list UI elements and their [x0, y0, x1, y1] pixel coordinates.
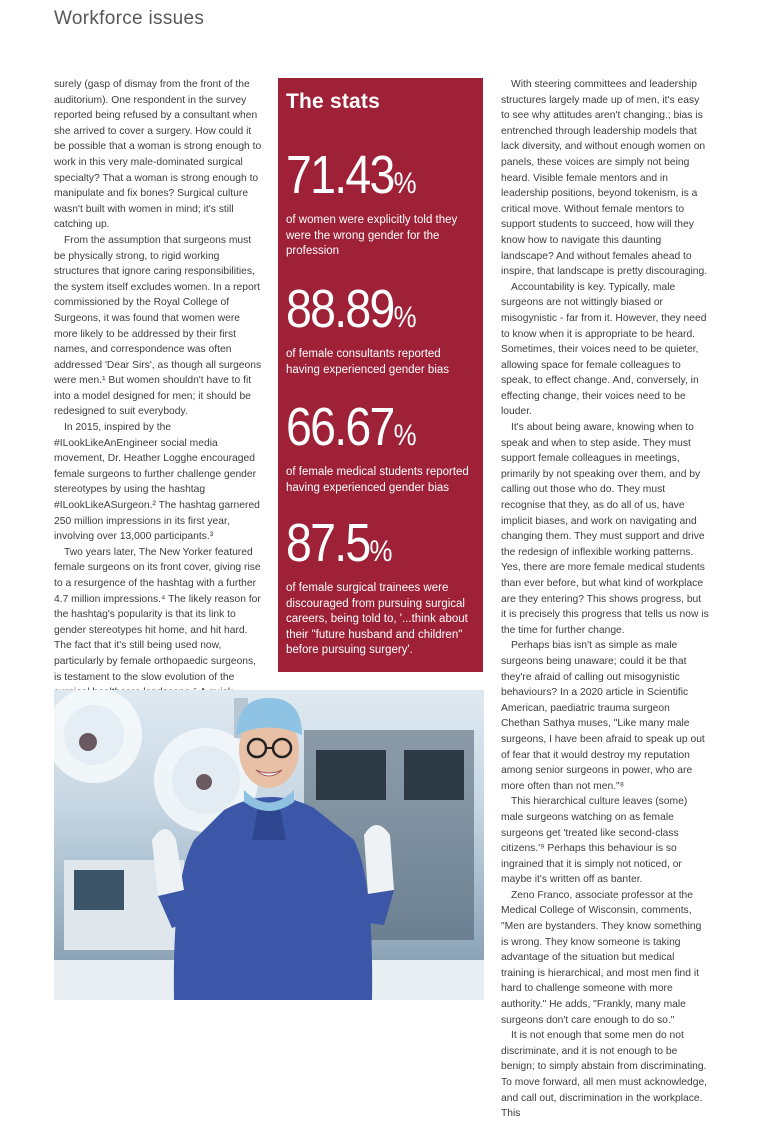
stats-title: The stats [286, 90, 380, 113]
stat-item [286, 145, 476, 260]
stat-item [286, 513, 476, 659]
stat-item [286, 279, 476, 378]
surgeon-photo [54, 690, 484, 1000]
stat-description: of female medical students reported having experienced gender bias [286, 466, 469, 494]
paragraph: Accountability is key. Typically, male surgeons are not wittingly biased or misogynistic - far from it. However, they need to know when it is appropriate to be heard. Sometimes, their voices need to be quieter, allowing space for female colleagues to speak, to effect change. And, conversely, in effecting change, their voices need to be louder. [501, 281, 707, 418]
paragraph: It is not enough that some men do not discriminate, and it is not enough to be benign; to simply abstain from discriminating. To move forward, all men must acknowledge, and call out, discrimination in the workplace. This [501, 1030, 708, 1120]
paragraph: surely (gasp of dismay from the front of the auditorium). One respondent in the survey reported being refused by a consultant when she arrived to cover a surgery. How could it be possible that a woman is strong enough to work in this very male-dominated surgical specialty? That a woman is strong enough to manipulate and fix bones? Surgical culture wasn't built with women in mind; it's still catching up. [54, 79, 262, 231]
paragraph: Zeno Franco, associate professor at the Medical College of Wisconsin, comments, "Men are bystanders. They know something is wrong. They know someone is taking advantage of the situation but medical training is hierarchical, and most men find it hard to challenge someone with more authority." He adds, "Frankly, many male surgeons don't care enough to do so." [501, 889, 702, 1026]
paragraph: With steering committees and leadership structures largely made up of men, it's easy to see why attitudes aren't changing.; bias is entrenched through leadership models that lack diversity, and without enough women on panels, these voices are simply not being heard. Visible female mentors and in leadership positions, beyond tokenism, is a critical move. Without female mentors to support students to succeed, how will they know how to navigate this daunting landscape? And without females ahead to inspire, that landscape is pretty discouraging. [501, 79, 708, 278]
paragraph: In 2015, inspired by the #ILookLikeAnEngineer social media movement, Dr. Heather Logghe encouraged female surgeons to further challenge gender stereotypes by using the hashtag #ILookLikeASurgeon.² The hashtag garnered 250 million impressions in its first year, involving over 13,000 participants.³ [54, 422, 260, 543]
stat-number: 71.43% [286, 145, 417, 205]
paragraph: Perhaps bias isn't as simple as male surgeons being unaware; could it be that they're afraid of calling out misogynistic behaviours? In a 2020 article in Scientific American, paediatric trauma surgeon Chethan Sathya muses, "Like many male surgeons, I have been afraid to speak up out of fear that it would destroy my reputation among senior surgeons in power, who are more often than not men."⁸ [501, 640, 705, 792]
stat-number: 88.89% [286, 279, 417, 339]
paragraph: It's about being aware, knowing when to speak and when to step aside. They must support female colleagues in meetings, primarily by not speaking over them, and by calling out those who do. They must recognise that they, as do all of us, have implicit biases, and work on navigating and changing them. They must support and drive the redesign of inflexible working patterns. Yes, there are more female medical students than ever before, but what kind of workplace are they entering? This shows progress, but it is precisely this progress that tells us now is the time for further change. [501, 422, 709, 636]
section-header: Workforce issues [54, 8, 205, 29]
stat-description: of female consultants reported having experienced gender bias [286, 348, 450, 376]
surgeon-photo-illustration [54, 690, 484, 1000]
stat-item [286, 397, 476, 496]
right-text-column [501, 77, 709, 1122]
paragraph: From the assumption that surgeons must be physically strong, to rigid working structures that ignore caring responsibilities, the system itself excludes women. In a report commissioned by the Royal College of Surgeons, it was found that women were more likely to be addressed by their first names, and correspondence was often addressed 'Dear Sirs', as though all surgeons were men.¹ But women shouldn't have to fit into a model designed for men; it should be redesigned to suit everybody. [54, 234, 262, 418]
stat-number: 87.5% [286, 513, 393, 573]
stat-description: of female surgical trainees were discouraged from pursuing surgical careers, being told to, '...think about their "future husband and children" before pursuing surgery'. [286, 582, 468, 656]
stat-description: of women were explicitly told they were the wrong gender for the profession [286, 214, 458, 257]
paragraph: This hierarchical culture leaves (some) male surgeons watching on as female surgeons get 'treated like second-class citizens.'⁹ Perhaps this behaviour is so ingrained that it is simply not noticed, or maybe it's written off as banter. [501, 796, 688, 886]
stats-box [278, 78, 483, 672]
left-text-column [54, 77, 264, 748]
paragraph: Two years later, The New Yorker featured female surgeons on its front cover, giving rise to a resurgence of the hashtag with a further 4.7 million impressions.⁴ The likely reason for the hashtag's popularity is that its link to gender stereotypes hit home, and hit hard. The fact that it's still being used now, particularly by female orthopaedic surgeons, is testament to the slow evolution of the [54, 546, 261, 683]
stat-number: 66.67% [286, 397, 417, 457]
